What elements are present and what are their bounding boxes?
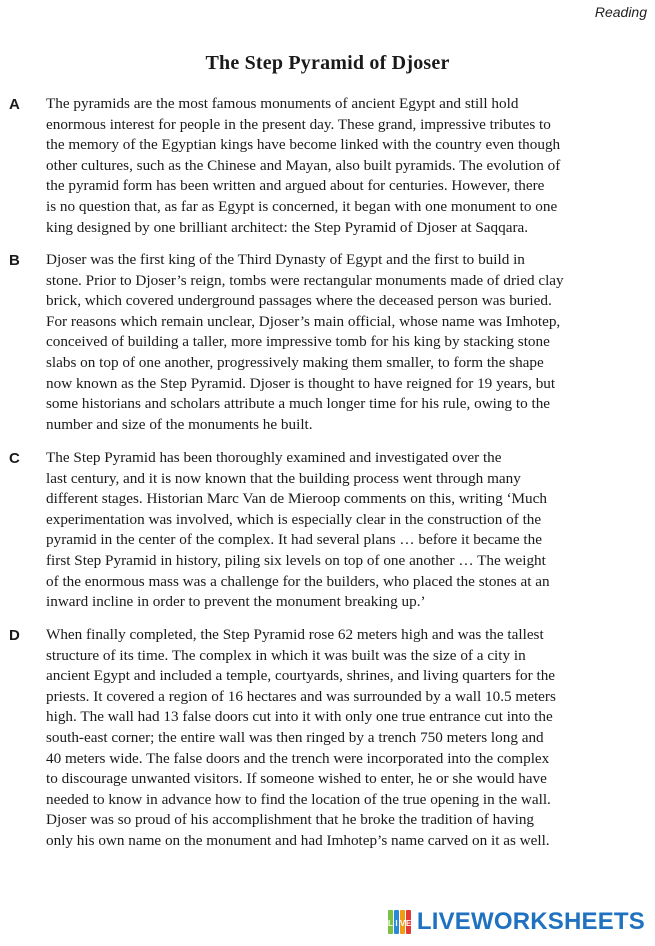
svg-text:V: V [399,919,406,928]
article-title: The Step Pyramid of Djoser [205,52,450,74]
paragraph-letter: B [9,252,20,269]
svg-text:L: L [387,919,393,928]
paragraph-letter: C [9,450,20,467]
text-line: is no question that, as far as Egypt is concerned, it began with one monument to one [46,197,558,215]
text-line: pyramid in the center of the complex. It had several plans … before it became the [46,531,542,549]
text-line: Djoser was the first king of the Third Dynasty of Egypt and the first to build in [46,251,525,268]
text-line: only his own name on the monument and had Imhotep’s name carved on it as well. [46,831,550,849]
text-line: last century, and it is now known that the building process went through many [46,469,521,487]
paragraph-text [46,448,652,613]
text-line: number and size of the monuments he built. [46,415,313,433]
text-line: inward incline in order to prevent the monument breaking up.’ [46,593,426,611]
text-line: The Step Pyramid has been thoroughly examined and investigated over the [46,449,502,466]
paragraph-text [46,625,652,852]
text-line: The pyramids are the most famous monuments of ancient Egypt and still hold [46,95,519,112]
text-line: slabs on top of one another, progressively making them smaller, to form the shape [46,353,544,371]
text-line: For reasons which remain unclear, Djoser’s main official, whose name was Imhotep, [46,312,561,330]
text-line: high. The wall had 13 false doors cut into it with only one true entrance cut into the [46,708,553,726]
paragraph-text [46,94,652,238]
text-line: When finally completed, the Step Pyramid rose 62 meters high and was the tallest [46,626,544,643]
text-line: Djoser was so proud of his accomplishment that he broke the tradition of having [46,811,535,829]
svg-text:E: E [405,919,412,928]
text-line: to discourage unwanted visitors. If someone wished to enter, he or she would have [46,770,547,788]
text-line: king designed by one brilliant architect: the Step Pyramid of Djoser at Saqqara. [46,218,529,236]
text-line: the memory of the Egyptian kings have become linked with the country even though [46,136,561,154]
text-line: enormous interest for people in the present day. These grand, impressive tributes to [46,115,551,133]
liveworksheets-brand[interactable] [388,908,645,936]
text-line: the pyramid form has been written and argued about for centuries. However, there [46,177,545,195]
text-line: some historians and scholars attribute a much longer time for his rule, owing to the [46,395,551,413]
text-line: now known as the Step Pyramid. Djoser is thought to have reigned for 19 years, but [46,374,556,392]
paragraph-text [46,250,652,435]
text-line: brick, which covered underground passages where the deceased person was buried. [46,292,552,310]
text-line: conceived of building a taller, more impressive tomb for his king by stacking stone [46,333,550,351]
liveworksheets-logo-icon [388,910,412,934]
paragraph-letter: A [9,96,20,113]
text-line: other cultures, such as the Chinese and Mayan, also built pyramids. The evolution of [46,156,561,174]
text-line: of the enormous mass was a challenge for the builders, who placed the stones at an [46,572,550,590]
text-line: different stages. Historian Marc Van de Mieroop comments on this, writing ‘Much [46,490,547,508]
text-line: priests. It covered a region of 16 hectares and was surrounded by a wall 10.5 meters [46,687,556,705]
text-line: structure of its time. The complex in which it was built was the size of a city in [46,646,526,664]
text-line: 40 meters wide. The false doors and the trench were incorporated into the complex [46,749,550,767]
paragraph-letter: D [9,627,20,644]
brand-name: LIVEWORKSHEETS [416,908,645,935]
text-line: first Step Pyramid in history, piling six levels on top of one another … The weight [46,551,546,569]
text-line: experimentation was involved, which is especially clear in the construction of the [46,510,542,528]
svg-text:I: I [395,919,398,928]
text-line: stone. Prior to Djoser’s reign, tombs were rectangular monuments made of dried clay [46,271,564,289]
text-line: south-east corner; the entire wall was then ringed by a trench 750 meters long and [46,728,544,746]
section-label: Reading [594,4,647,20]
text-line: ancient Egypt and included a temple, courtyards, shrines, and living quarters for the [46,667,556,685]
text-line: needed to know in advance how to find the location of the true opening in the wall. [46,790,551,808]
